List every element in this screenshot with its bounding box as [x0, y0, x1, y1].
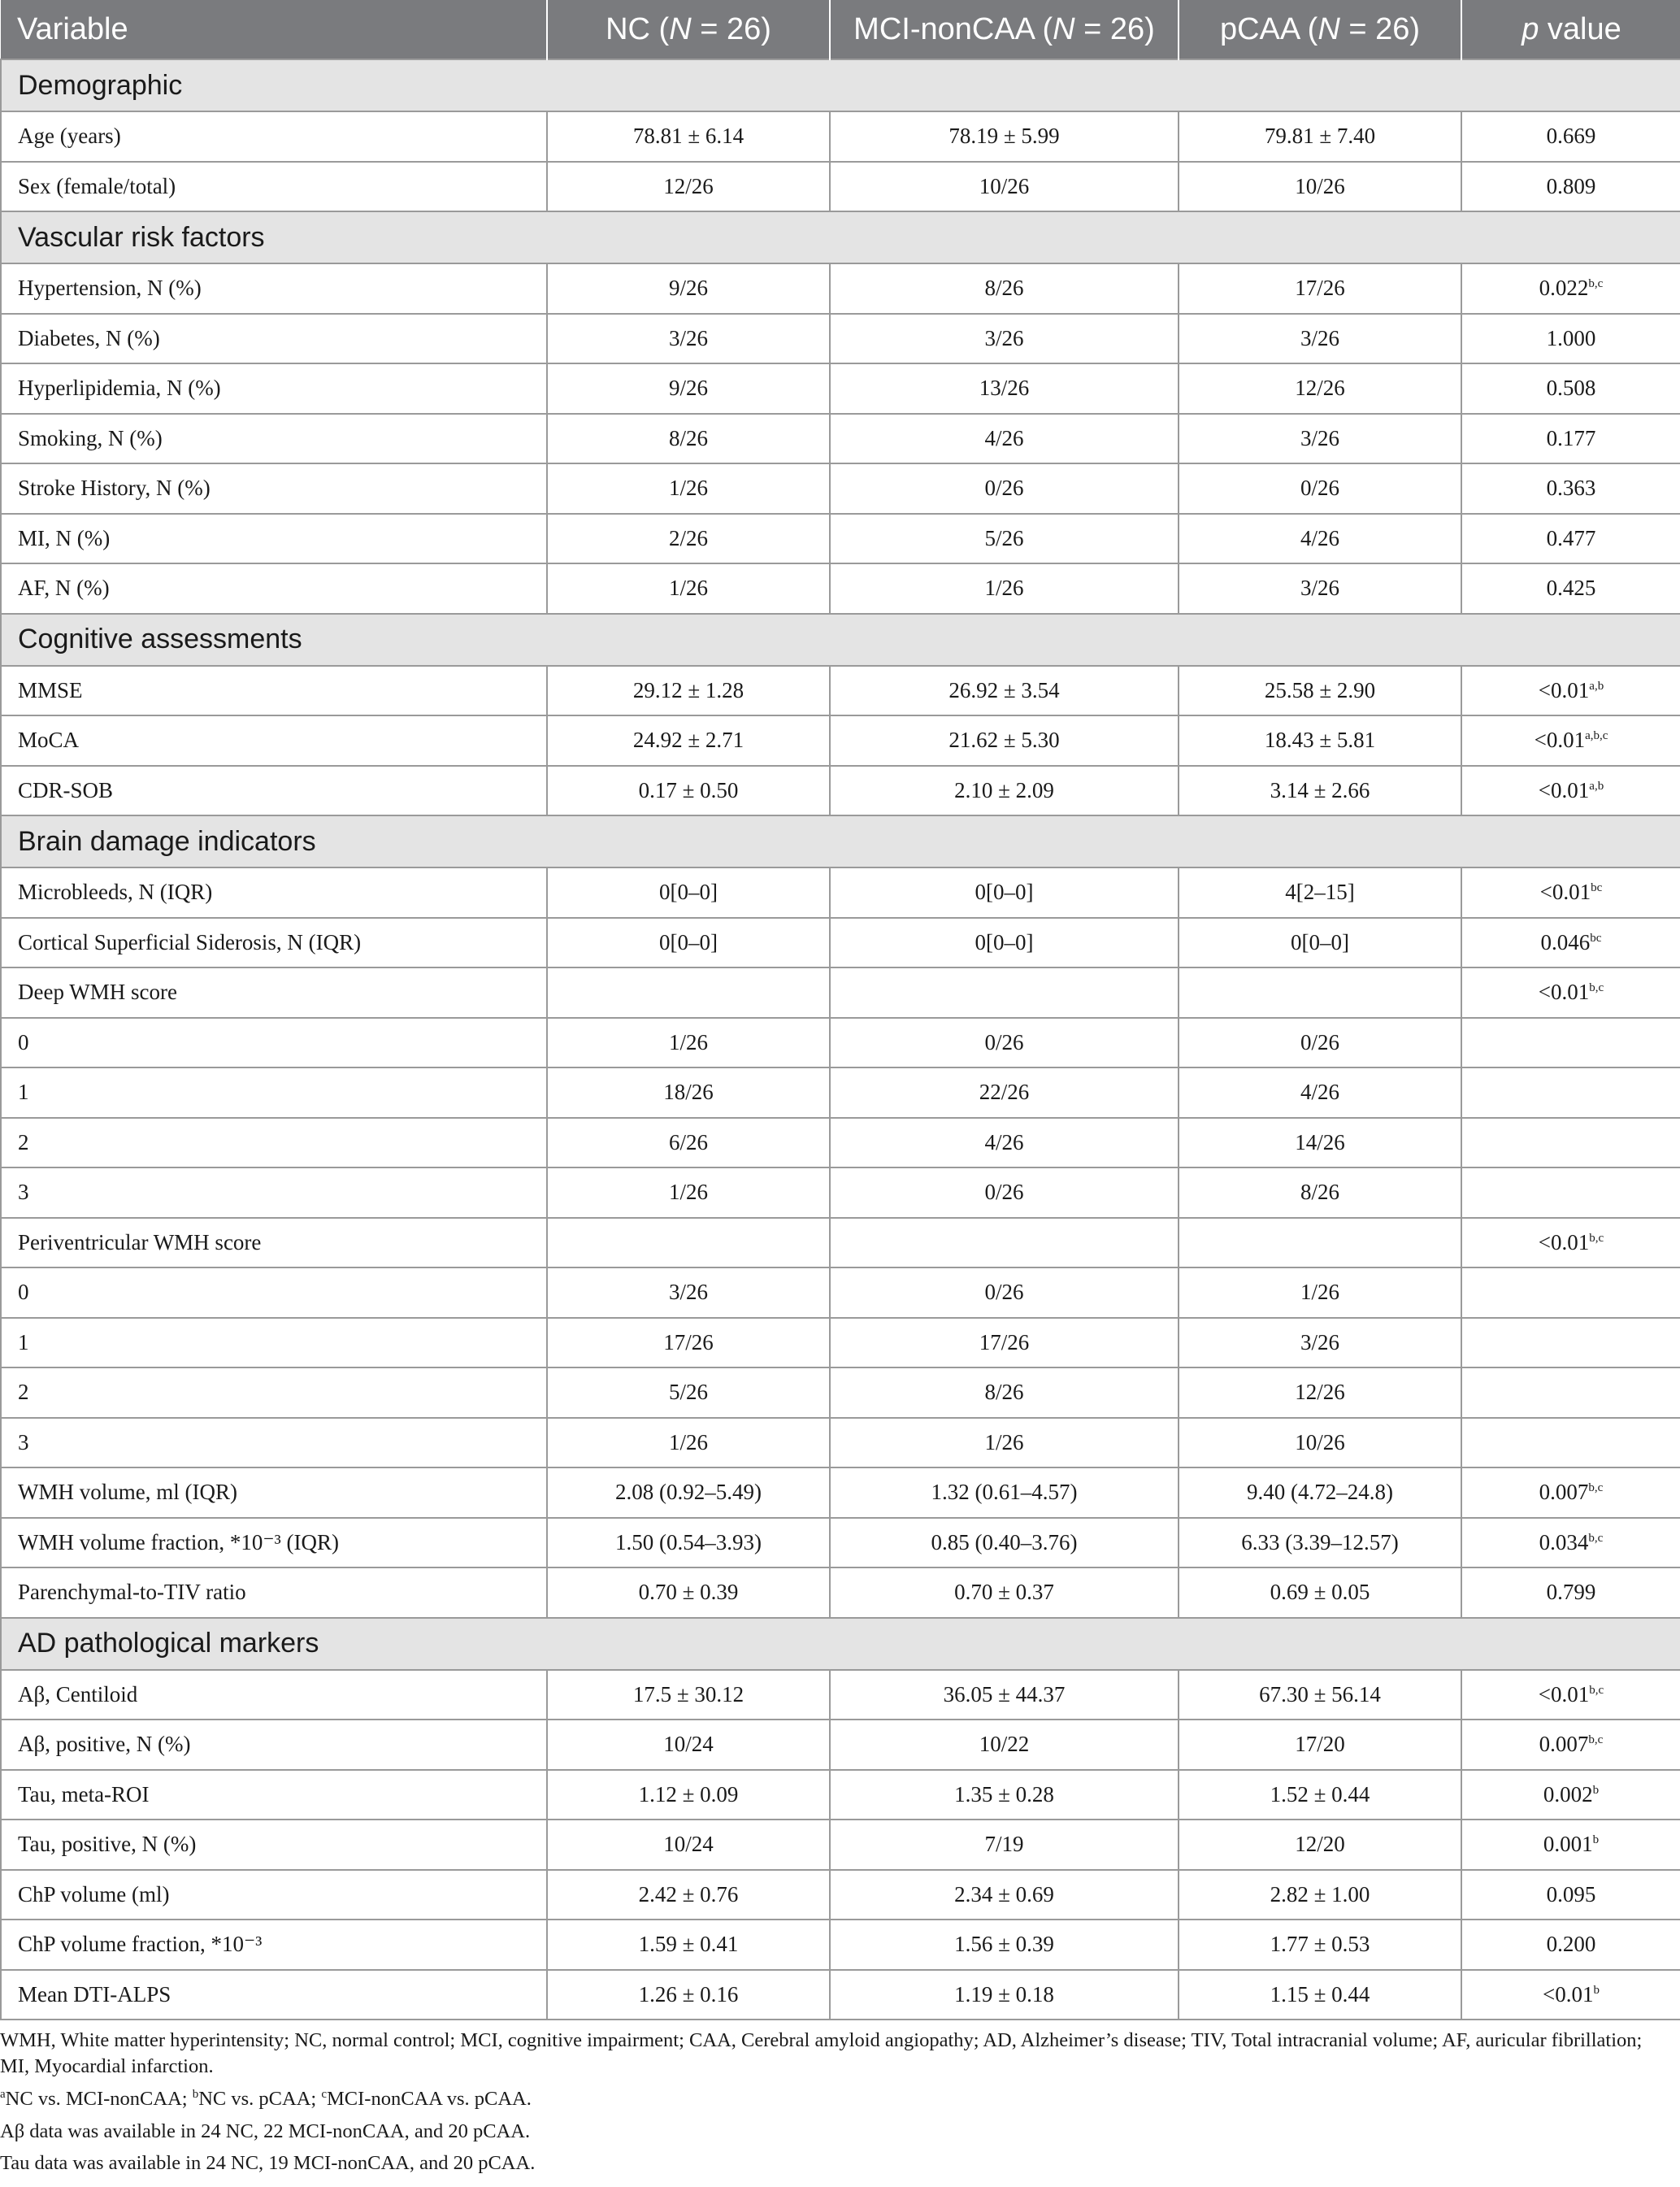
cell-p-value [1461, 666, 1680, 716]
p-value-superscript: a,b [1589, 679, 1604, 693]
cell-mci-noncaa: 8/26 [830, 263, 1179, 314]
cell-mci-noncaa: 2.10 ± 2.09 [830, 766, 1179, 816]
table-row [1, 1970, 1680, 2020]
cell-nc: 0[0–0] [547, 918, 830, 968]
cell-nc [547, 1218, 830, 1268]
cell-nc: 8/26 [547, 414, 830, 464]
cell-p-value [1461, 1567, 1680, 1618]
cell-nc: 9/26 [547, 363, 830, 414]
p-value-superscript: bc [1591, 881, 1603, 895]
cell-pcaa: 17/26 [1179, 263, 1461, 314]
cell-mci-noncaa: 10/26 [830, 162, 1179, 212]
cell-nc: 3/26 [547, 1267, 830, 1318]
table-row [1, 766, 1680, 816]
cell-pcaa: 9.40 (4.72–24.8) [1179, 1467, 1461, 1518]
cell-mci-noncaa: 0/26 [830, 1267, 1179, 1318]
cell-nc: 1/26 [547, 1167, 830, 1218]
p-value-text: 0.477 [1546, 525, 1596, 550]
cell-nc: 1.12 ± 0.09 [547, 1770, 830, 1820]
table-row [1, 363, 1680, 414]
cell-p-value [1461, 1018, 1680, 1068]
p-value-text: 0.425 [1546, 576, 1596, 601]
cell-mci-noncaa [830, 1218, 1179, 1268]
table-row [1, 715, 1680, 766]
table-row [1, 1567, 1680, 1618]
row-label: 3 [1, 1167, 547, 1218]
cell-pcaa: 17/20 [1179, 1720, 1461, 1770]
p-value-text: 0.034 [1539, 1529, 1589, 1554]
table-row [1, 1467, 1680, 1518]
p-value-superscript: a,b,c [1585, 729, 1608, 743]
cell-p-value [1461, 1067, 1680, 1118]
table-row [1, 1518, 1680, 1568]
cell-pcaa: 1/26 [1179, 1267, 1461, 1318]
cell-mci-noncaa: 4/26 [830, 414, 1179, 464]
cell-mci-noncaa [830, 967, 1179, 1018]
cell-pcaa [1179, 967, 1461, 1018]
cell-p-value [1461, 1367, 1680, 1418]
cell-pcaa: 0[0–0] [1179, 918, 1461, 968]
footnote-abeta-availability: Aβ data was available in 24 NC, 22 MCI-nonCAA, and 20 pCAA. [0, 2120, 531, 2142]
cell-nc: 17.5 ± 30.12 [547, 1670, 830, 1720]
p-value-superscript: b,c [1589, 1683, 1604, 1697]
footnote-tau-availability: Tau data was available in 24 NC, 19 MCI-nonCAA, and 20 pCAA. [0, 2152, 536, 2175]
cell-p-value [1461, 162, 1680, 212]
row-label: WMH volume fraction, *10⁻³ (IQR) [1, 1518, 547, 1568]
cell-p-value [1461, 1720, 1680, 1770]
cell-p-value [1461, 1670, 1680, 1720]
cell-mci-noncaa: 0/26 [830, 463, 1179, 514]
row-label: Hypertension, N (%) [1, 263, 547, 314]
p-value-text: <0.01 [1543, 1981, 1594, 2007]
p-value-text: 0.508 [1546, 376, 1596, 401]
p-value-text: 0.363 [1546, 476, 1596, 501]
cell-nc: 1.26 ± 0.16 [547, 1970, 830, 2020]
row-label: ChP volume fraction, *10⁻³ [1, 1920, 547, 1970]
p-value-text: <0.01 [1538, 1229, 1590, 1254]
cell-p-value [1461, 1418, 1680, 1468]
row-label: WMH volume, ml (IQR) [1, 1467, 547, 1518]
cell-mci-noncaa: 78.19 ± 5.99 [830, 111, 1179, 162]
cell-nc: 5/26 [547, 1367, 830, 1418]
cell-pcaa: 6.33 (3.39–12.57) [1179, 1518, 1461, 1568]
row-label: Deep WMH score [1, 967, 547, 1018]
cell-nc: 0.17 ± 0.50 [547, 766, 830, 816]
cell-pcaa: 0/26 [1179, 463, 1461, 514]
table-footnotes [0, 2028, 1658, 2183]
cell-pcaa: 3/26 [1179, 414, 1461, 464]
cell-p-value [1461, 1920, 1680, 1970]
cell-mci-noncaa: 0[0–0] [830, 867, 1179, 918]
cell-nc: 17/26 [547, 1318, 830, 1368]
cell-mci-noncaa: 1.56 ± 0.39 [830, 1920, 1179, 1970]
row-label: CDR-SOB [1, 766, 547, 816]
cell-mci-noncaa: 0/26 [830, 1167, 1179, 1218]
header-p-value: p value [1461, 0, 1680, 59]
cell-pcaa: 1.77 ± 0.53 [1179, 1920, 1461, 1970]
cell-pcaa: 10/26 [1179, 1418, 1461, 1468]
cell-p-value [1461, 1118, 1680, 1168]
cell-nc: 2.08 (0.92–5.49) [547, 1467, 830, 1518]
p-value-superscript: b,c [1589, 1231, 1604, 1245]
cell-mci-noncaa: 2.34 ± 0.69 [830, 1870, 1179, 1920]
cell-nc: 1/26 [547, 1018, 830, 1068]
cell-mci-noncaa: 0/26 [830, 1018, 1179, 1068]
cell-nc: 3/26 [547, 314, 830, 364]
cell-p-value [1461, 715, 1680, 766]
table-row [1, 1067, 1680, 1118]
cell-mci-noncaa: 21.62 ± 5.30 [830, 715, 1179, 766]
p-value-text: 0.809 [1546, 173, 1596, 198]
header-pcaa: pCAA (N = 26) [1179, 0, 1461, 59]
row-label: Aβ, positive, N (%) [1, 1720, 547, 1770]
cell-mci-noncaa: 13/26 [830, 363, 1179, 414]
cell-pcaa: 79.81 ± 7.40 [1179, 111, 1461, 162]
row-label: 0 [1, 1267, 547, 1318]
table-row [1, 1820, 1680, 1870]
section-title: Brain damage indicators [1, 815, 1680, 867]
cell-p-value [1461, 918, 1680, 968]
cell-p-value [1461, 967, 1680, 1018]
table-row [1, 514, 1680, 564]
section-header-row [1, 59, 1680, 111]
row-label: Microbleeds, N (IQR) [1, 867, 547, 918]
cell-nc: 78.81 ± 6.14 [547, 111, 830, 162]
p-value-superscript: b [1593, 1983, 1600, 1997]
cell-pcaa: 18.43 ± 5.81 [1179, 715, 1461, 766]
cell-pcaa: 4[2–15] [1179, 867, 1461, 918]
cell-p-value [1461, 1870, 1680, 1920]
table-row [1, 1670, 1680, 1720]
table-row [1, 1870, 1680, 1920]
cell-nc: 0.70 ± 0.39 [547, 1567, 830, 1618]
table-row [1, 867, 1680, 918]
cell-pcaa: 12/26 [1179, 363, 1461, 414]
cell-mci-noncaa: 8/26 [830, 1367, 1179, 1418]
p-value-superscript: b [1592, 1833, 1600, 1847]
row-label: Tau, positive, N (%) [1, 1820, 547, 1870]
cell-mci-noncaa: 1/26 [830, 563, 1179, 614]
p-value-superscript: b [1592, 1783, 1600, 1797]
cell-mci-noncaa: 0[0–0] [830, 918, 1179, 968]
cell-pcaa: 3/26 [1179, 563, 1461, 614]
row-label: Diabetes, N (%) [1, 314, 547, 364]
cell-p-value [1461, 563, 1680, 614]
p-value-text: <0.01 [1538, 677, 1590, 702]
cell-pcaa: 3/26 [1179, 314, 1461, 364]
table-row [1, 111, 1680, 162]
table-row [1, 414, 1680, 464]
cell-pcaa: 4/26 [1179, 1067, 1461, 1118]
cell-nc: 1/26 [547, 563, 830, 614]
table-header [1, 0, 1680, 59]
table-row [1, 463, 1680, 514]
cell-pcaa [1179, 1218, 1461, 1268]
cell-nc: 10/24 [547, 1720, 830, 1770]
table-row [1, 263, 1680, 314]
table-row [1, 1920, 1680, 1970]
p-value-text: 0.046 [1540, 929, 1591, 954]
cell-nc: 12/26 [547, 162, 830, 212]
cell-p-value [1461, 1167, 1680, 1218]
cell-p-value [1461, 1218, 1680, 1268]
cell-nc: 2/26 [547, 514, 830, 564]
table-row [1, 666, 1680, 716]
table-row [1, 1770, 1680, 1820]
cell-mci-noncaa: 1.35 ± 0.28 [830, 1770, 1179, 1820]
cell-p-value [1461, 463, 1680, 514]
cell-p-value [1461, 514, 1680, 564]
cell-pcaa: 2.82 ± 1.00 [1179, 1870, 1461, 1920]
cell-pcaa: 0/26 [1179, 1018, 1461, 1068]
p-value-superscript: b,c [1588, 1733, 1604, 1747]
p-value-text: <0.01 [1538, 980, 1590, 1005]
p-value-superscript: b,c [1588, 1531, 1604, 1545]
cell-nc: 2.42 ± 0.76 [547, 1870, 830, 1920]
header-nc: NC (N = 26) [547, 0, 830, 59]
cell-mci-noncaa: 1/26 [830, 1418, 1179, 1468]
cell-pcaa: 1.15 ± 0.44 [1179, 1970, 1461, 2020]
cell-pcaa: 12/26 [1179, 1367, 1461, 1418]
cell-p-value [1461, 263, 1680, 314]
row-label: ChP volume (ml) [1, 1870, 547, 1920]
table-row [1, 1167, 1680, 1218]
p-value-superscript: bc [1590, 931, 1602, 945]
cell-mci-noncaa: 17/26 [830, 1318, 1179, 1368]
section-header-row [1, 815, 1680, 867]
cell-p-value [1461, 314, 1680, 364]
table-body [1, 59, 1680, 2020]
row-label: Periventricular WMH score [1, 1218, 547, 1268]
p-value-text: 0.669 [1546, 124, 1596, 149]
cell-mci-noncaa: 4/26 [830, 1118, 1179, 1168]
cell-mci-noncaa: 26.92 ± 3.54 [830, 666, 1179, 716]
p-value-superscript: b,c [1589, 981, 1604, 995]
section-header-row [1, 1618, 1680, 1670]
row-label: Sex (female/total) [1, 162, 547, 212]
cell-nc: 1/26 [547, 1418, 830, 1468]
row-label: 2 [1, 1118, 547, 1168]
p-value-text: <0.01 [1538, 1681, 1590, 1707]
row-label: Mean DTI-ALPS [1, 1970, 547, 2020]
row-label: AF, N (%) [1, 563, 547, 614]
cell-p-value [1461, 1267, 1680, 1318]
p-value-text: 0.799 [1546, 1580, 1596, 1605]
row-label: Stroke History, N (%) [1, 463, 547, 514]
cell-mci-noncaa: 3/26 [830, 314, 1179, 364]
table-row [1, 314, 1680, 364]
section-title: AD pathological markers [1, 1618, 1680, 1670]
p-value-text: 0.022 [1539, 276, 1589, 301]
cell-nc: 1/26 [547, 463, 830, 514]
cell-mci-noncaa: 7/19 [830, 1820, 1179, 1870]
section-title: Cognitive assessments [1, 614, 1680, 666]
table-row [1, 1118, 1680, 1168]
row-label: Parenchymal-to-TIV ratio [1, 1567, 547, 1618]
table-row [1, 918, 1680, 968]
cell-pcaa: 10/26 [1179, 162, 1461, 212]
section-title: Vascular risk factors [1, 211, 1680, 263]
row-label: MI, N (%) [1, 514, 547, 564]
row-label: Tau, meta-ROI [1, 1770, 547, 1820]
cell-pcaa: 4/26 [1179, 514, 1461, 564]
cell-mci-noncaa: 0.70 ± 0.37 [830, 1567, 1179, 1618]
cell-p-value [1461, 1318, 1680, 1368]
table-row [1, 1418, 1680, 1468]
p-value-text: 0.200 [1546, 1932, 1596, 1957]
cell-mci-noncaa: 10/22 [830, 1720, 1179, 1770]
cell-pcaa: 3/26 [1179, 1318, 1461, 1368]
row-label: Age (years) [1, 111, 547, 162]
cell-nc: 10/24 [547, 1820, 830, 1870]
p-value-text: 0.007 [1539, 1732, 1589, 1757]
cell-nc [547, 967, 830, 1018]
cell-nc: 1.50 (0.54–3.93) [547, 1518, 830, 1568]
cell-p-value [1461, 363, 1680, 414]
p-value-text: 0.002 [1543, 1781, 1593, 1807]
table-row [1, 563, 1680, 614]
row-label: MMSE [1, 666, 547, 716]
section-header-row [1, 614, 1680, 666]
table-row [1, 1720, 1680, 1770]
footnote-comparisons: $^a$NC vs. MCI-nonCAA; $^b$NC vs. pCAA; $^c$MCI-nonCAA vs. pCAA. [0, 2087, 532, 2110]
cell-p-value [1461, 1770, 1680, 1820]
cell-pcaa: 12/20 [1179, 1820, 1461, 1870]
p-value-text: 0.095 [1546, 1881, 1596, 1907]
cell-pcaa: 0.69 ± 0.05 [1179, 1567, 1461, 1618]
table-row [1, 1318, 1680, 1368]
cell-mci-noncaa: 5/26 [830, 514, 1179, 564]
cell-p-value [1461, 867, 1680, 918]
p-value-text: 0.177 [1546, 425, 1596, 450]
cell-pcaa: 1.52 ± 0.44 [1179, 1770, 1461, 1820]
cell-nc: 9/26 [547, 263, 830, 314]
cell-p-value [1461, 111, 1680, 162]
table-row [1, 967, 1680, 1018]
row-label: 1 [1, 1318, 547, 1368]
table-row [1, 1018, 1680, 1068]
footnote-abbreviations: WMH, White matter hyperintensity; NC, normal control; MCI, cognitive impairment; CAA, Cerebral amyloid angiopathy; AD, Alzheimer’s disease; TIV, Total intracranial volume; AF, auricular fibrillation; MI, Myocardial infarction. [0, 2029, 1643, 2077]
p-value-text: <0.01 [1534, 728, 1586, 753]
cell-pcaa: 25.58 ± 2.90 [1179, 666, 1461, 716]
p-value-text: <0.01 [1538, 777, 1590, 802]
row-label: MoCA [1, 715, 547, 766]
table-row [1, 1267, 1680, 1318]
cell-pcaa: 14/26 [1179, 1118, 1461, 1168]
row-label: 2 [1, 1367, 547, 1418]
row-label: 1 [1, 1067, 547, 1118]
cell-p-value [1461, 1467, 1680, 1518]
p-value-text: 0.007 [1539, 1480, 1589, 1505]
cell-pcaa: 3.14 ± 2.66 [1179, 766, 1461, 816]
row-label: Smoking, N (%) [1, 414, 547, 464]
header-mci-noncaa: MCI-nonCAA (N = 26) [830, 0, 1179, 59]
row-label: 0 [1, 1018, 547, 1068]
row-label: Aβ, Centiloid [1, 1670, 547, 1720]
row-label: Hyperlipidemia, N (%) [1, 363, 547, 414]
table-row [1, 1367, 1680, 1418]
cell-p-value [1461, 1518, 1680, 1568]
row-label: 3 [1, 1418, 547, 1468]
cell-mci-noncaa: 36.05 ± 44.37 [830, 1670, 1179, 1720]
cell-nc: 1.59 ± 0.41 [547, 1920, 830, 1970]
cell-nc: 24.92 ± 2.71 [547, 715, 830, 766]
p-value-superscript: b,c [1588, 277, 1604, 291]
cell-nc: 18/26 [547, 1067, 830, 1118]
cell-p-value [1461, 766, 1680, 816]
cell-p-value [1461, 1820, 1680, 1870]
section-header-row [1, 211, 1680, 263]
cell-pcaa: 67.30 ± 56.14 [1179, 1670, 1461, 1720]
p-value-text: 1.000 [1546, 325, 1596, 350]
p-value-superscript: b,c [1588, 1481, 1604, 1495]
cell-mci-noncaa: 1.19 ± 0.18 [830, 1970, 1179, 2020]
section-title: Demographic [1, 59, 1680, 111]
cell-p-value [1461, 414, 1680, 464]
cell-p-value [1461, 1970, 1680, 2020]
p-value-text: <0.01 [1539, 880, 1591, 905]
row-label: Cortical Superficial Siderosis, N (IQR) [1, 918, 547, 968]
cell-mci-noncaa: 22/26 [830, 1067, 1179, 1118]
table-row [1, 162, 1680, 212]
cell-mci-noncaa: 0.85 (0.40–3.76) [830, 1518, 1179, 1568]
table-row [1, 1218, 1680, 1268]
cell-mci-noncaa: 1.32 (0.61–4.57) [830, 1467, 1179, 1518]
cell-pcaa: 8/26 [1179, 1167, 1461, 1218]
p-value-text: 0.001 [1543, 1832, 1593, 1857]
cell-nc: 6/26 [547, 1118, 830, 1168]
cell-nc: 29.12 ± 1.28 [547, 666, 830, 716]
header-variable: Variable [1, 0, 547, 59]
p-value-superscript: a,b [1589, 779, 1604, 793]
cell-nc: 0[0–0] [547, 867, 830, 918]
